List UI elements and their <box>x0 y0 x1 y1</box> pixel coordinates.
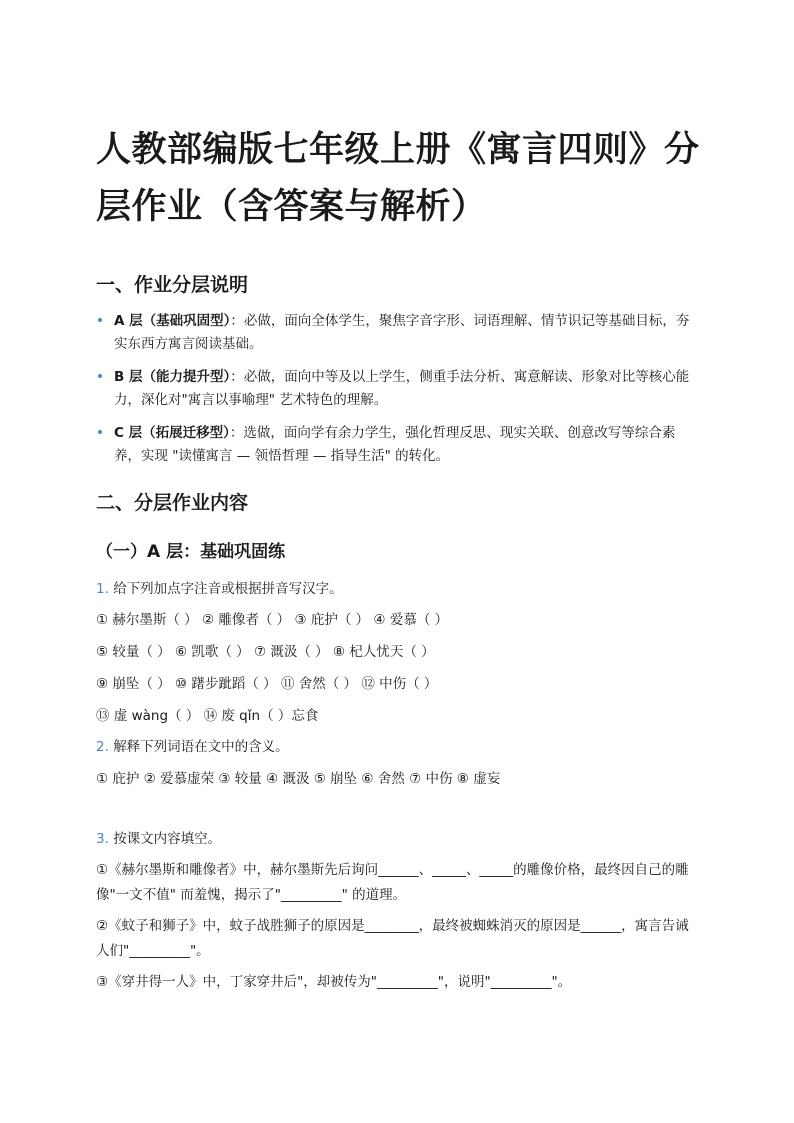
q1-row-1: ① 赫尔墨斯（ ） ② 雕像者（ ） ③ 庇护（ ） ④ 爱慕（ ） <box>96 612 449 628</box>
q1-row-2: ⑤ 较量（ ） ⑥ 凯歌（ ） ⑦ 溉汲（ ） ⑧ 杞人忧天（ ） <box>96 644 435 660</box>
bullet-text: ：必做，面向中等及以上学生，侧重手法分析、寓意解读、形象对比等核心能力，深化对"寓言以事喻理" 艺术特色的理解。 <box>114 369 690 408</box>
q3-item-2: ②《蚊子和狮子》中，蚊子战胜狮子的原因是________，最终被蜘蛛消灭的原因是______，寓言告诫人们"_________"。 <box>96 918 689 959</box>
bullet-label: C 层（拓展迁移型） <box>114 425 230 441</box>
page-title: 人教部编版七年级上册《寓言四则》分层作业（含答案与解析） <box>96 130 700 227</box>
question-number: 3. <box>96 831 109 847</box>
question-1 <box>96 578 343 600</box>
layer-description-list <box>96 310 696 478</box>
q1-row-4: ⑬ 虚 wàng（ ） ⑭ 废 qǐn（ ）忘食 <box>96 708 319 724</box>
q1-row-3: ⑨ 崩坠（ ） ⑩ 躇步跐蹈（ ） ⑪ 舍然（ ） ⑫ 中伤（ ） <box>96 676 438 692</box>
bullet-text: ：必做，面向全体学生，聚焦字音字形、词语理解、情节识记等基础目标，夯实东西方寓言阅读基础。 <box>114 313 690 352</box>
list-item <box>96 310 696 356</box>
list-item <box>96 366 696 412</box>
bullet-icon: • <box>96 313 105 329</box>
question-number: 2. <box>96 739 109 755</box>
list-item <box>96 422 696 468</box>
bullet-label: B 层（能力提升型） <box>114 369 231 385</box>
question-3 <box>96 828 221 850</box>
question-2 <box>96 736 289 758</box>
q3-item-3: ③《穿井得一人》中，丁家穿井后"，却被传为"_________"，说明"_________"。 <box>96 974 572 990</box>
bullet-text: ：选做，面向学有余力学生，强化哲理反思、现实关联、创意改写等综合素养，实现 "读懂寓言 — 领悟哲理 — 指导生活" 的转化。 <box>114 425 676 464</box>
bullet-icon: • <box>96 425 105 441</box>
q2-row: ① 庇护 ② 爱慕虚荣 ③ 较量 ④ 溉汲 ⑤ 崩坠 ⑥ 舍然 ⑦ 中伤 ⑧ 虚妄 <box>96 771 501 787</box>
question-text: 解释下列词语在文中的含义。 <box>113 739 289 755</box>
section-heading-2: 二、分层作业内容 <box>96 492 249 514</box>
question-number: 1. <box>96 581 109 597</box>
bullet-label: A 层（基础巩固型） <box>114 313 231 329</box>
subsection-heading-a: （一）A 层：基础巩固练 <box>96 542 286 562</box>
question-text: 给下列加点字注音或根据拼音写汉字。 <box>113 581 343 597</box>
question-text: 按课文内容填空。 <box>113 831 222 847</box>
bullet-icon: • <box>96 369 105 385</box>
section-heading-1: 一、作业分层说明 <box>96 274 249 296</box>
q3-item-1: ①《赫尔墨斯和雕像者》中，赫尔墨斯先后询问______、_____、_____的雕像价格，最终因自己的雕像"一文不值" 而羞愧，揭示了"_________" 的道理。 <box>96 862 689 903</box>
